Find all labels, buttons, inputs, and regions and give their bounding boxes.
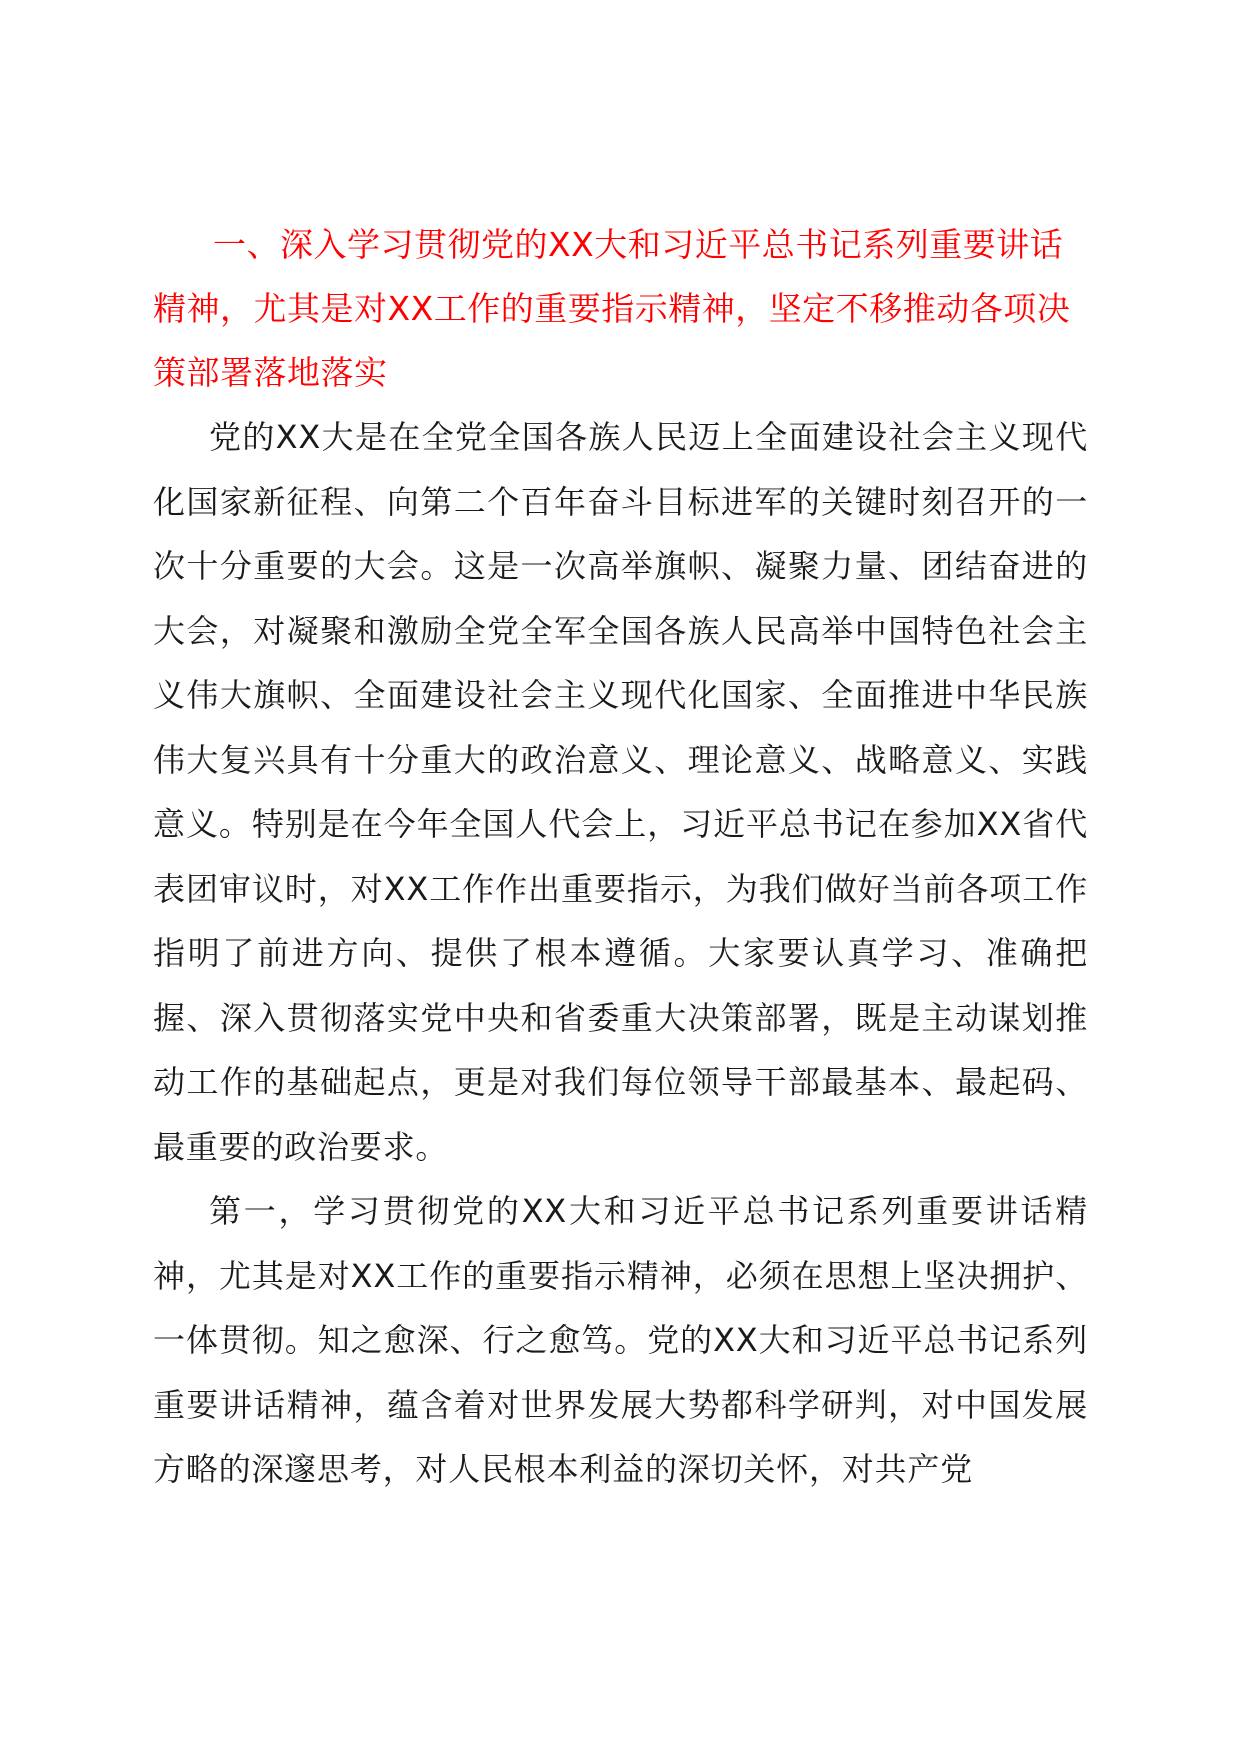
body-paragraph-1: 党的XX大是在全党全国各族人民迈上全面建设社会主义现代化国家新征程、向第二个百年奋斗目标进军的关键时刻召开的一次十分重要的大会。这是一次高举旗帜、凝聚力量、团结奋进的大会，对凝聚和激励全党全军全国各族人民高举中国特色社会主义伟大旗帜、全面建设社会主义现代化国家、全面推进中华民族伟大复兴具有十分重大的政治意义、理论意义、战略意义、实践意义。特别是在今年全国人代会上，习近平总书记在参加XX省代表团审议时，对XX工作作出重要指示，为我们做好当前各项工作指明了前进方向、提供了根本遵循。大家要认真学习、准确把握、深入贯彻落实党中央和省委重大决策部署，既是主动谋划推动工作的基础起点，更是对我们每位领导干部最基本、最起码、最重要的政治要求。 — [153, 418, 1088, 1166]
document-body — [153, 213, 1088, 1502]
body-paragraph-2: 第一，学习贯彻党的XX大和习近平总书记系列重要讲话精神，尤其是对XX工作的重要指示精神，必须在思想上坚决拥护、一体贯彻。知之愈深、行之愈笃。党的XX大和习近平总书记系列重要讲话精神，蕴含着对世界发展大势都科学研判，对中国发展方略的深邃思考，对人民根本利益的深切关怀，对共产党 — [153, 1192, 1088, 1488]
section-heading: 一、深入学习贯彻党的XX大和习近平总书记系列重要讲话精神，尤其是对XX工作的重要指示精神，坚定不移推动各项决策部署落地落实 — [153, 225, 1071, 392]
